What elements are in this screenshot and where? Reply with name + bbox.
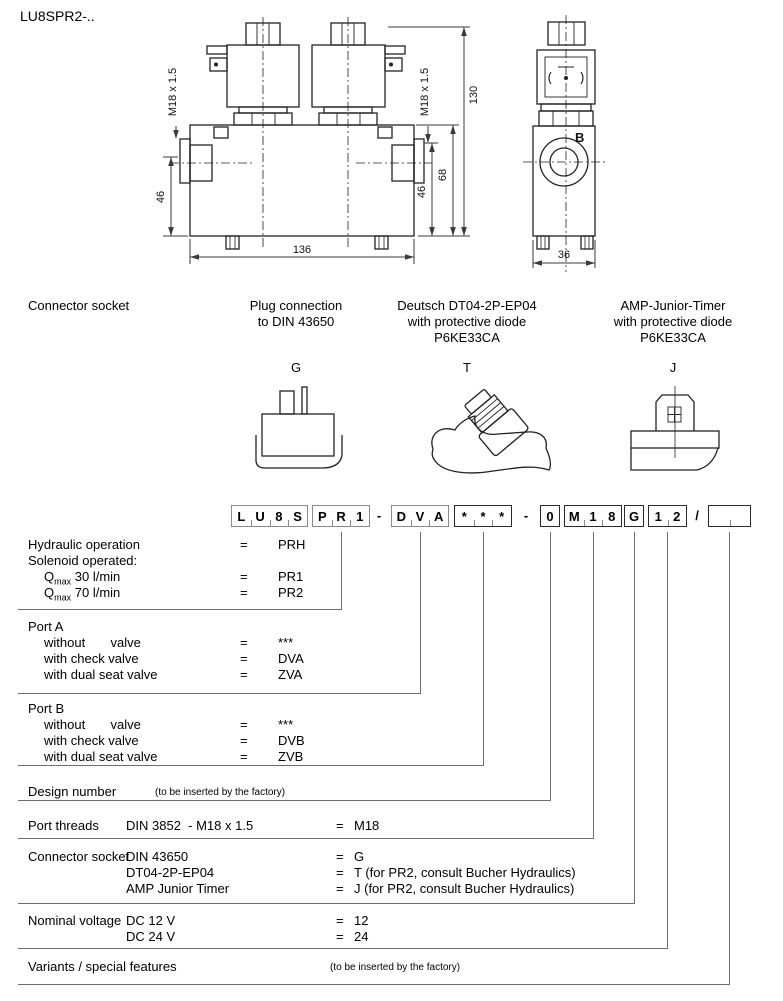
port-a-option-code: ***: [278, 635, 294, 650]
design-number-note: (to be inserted by the factory): [155, 787, 286, 798]
socket-spec: AMP Junior Timer: [126, 881, 230, 896]
design-number-label: Design number: [28, 784, 117, 799]
amp-plug-drawing: [631, 386, 719, 470]
section-line: [18, 693, 421, 694]
code-cell: U: [251, 506, 270, 526]
port-b-label: B: [575, 130, 585, 145]
code-box-connector: [624, 505, 644, 527]
code-box-variants: [708, 505, 751, 527]
equals-sign: =: [240, 537, 248, 552]
dimension-arrows: [168, 27, 467, 260]
connector-socket-heading: Connector socket: [28, 298, 130, 313]
code-box-port-threads: [564, 505, 622, 527]
equals-sign: =: [336, 913, 344, 928]
code-cell: R: [332, 506, 351, 526]
key-row-socket-2: [0, 881, 783, 897]
code-cell: [709, 506, 730, 526]
code-cell: 2: [668, 506, 687, 526]
dim-68: 68: [437, 168, 449, 182]
code-box-design-number: [540, 505, 560, 527]
connector-option-din: [226, 298, 366, 330]
section-line: [18, 948, 668, 949]
port-b-option-code: DVB: [278, 733, 305, 748]
equals-sign: =: [336, 881, 344, 896]
key-row-variants: [0, 959, 783, 975]
equals-sign: =: [240, 635, 248, 650]
equals-sign: =: [240, 585, 248, 600]
key-row-port-threads: [0, 818, 783, 834]
equals-sign: =: [336, 929, 344, 944]
page-title: LU8SPR2-..: [20, 8, 95, 24]
connector-code-g: G: [290, 360, 302, 375]
code-cell: *: [474, 506, 493, 526]
qmax30-label: $Q_{max}$ 30 l/min: [44, 569, 121, 587]
din-line1: Plug connection: [249, 298, 343, 313]
dim-130: 130: [468, 85, 480, 105]
key-row-design-number: [0, 784, 783, 800]
port-b-option-code: ***: [278, 717, 294, 732]
equals-sign: =: [240, 717, 248, 732]
code-cell: V: [411, 506, 430, 526]
section-line: [18, 984, 730, 985]
code-cell: M: [568, 509, 580, 524]
thread-label-right: M18 x 1.5: [419, 67, 431, 117]
code-cell: [730, 506, 751, 526]
amp-line3: P6KE33CA: [640, 330, 706, 345]
voltage-spec: DC 12 V: [126, 913, 176, 928]
equals-sign: =: [336, 849, 344, 864]
port-b-option-label: with dual seat valve: [44, 749, 158, 764]
dim-36: 36: [557, 249, 571, 261]
equals-sign: =: [240, 733, 248, 748]
key-row-voltage-1: [0, 929, 783, 945]
code-separator-dash: -: [523, 508, 529, 523]
socket-code: J (for PR2, consult Bucher Hydraulics): [354, 881, 575, 896]
thread-label-left: M18 x 1.5: [167, 67, 179, 117]
voltage-code: 12: [354, 913, 369, 928]
port-a-option-code: DVA: [278, 651, 304, 666]
socket-code: G: [354, 849, 365, 864]
solenoid-label: Solenoid operated:: [28, 553, 138, 568]
key-row-qmax30: [0, 569, 783, 585]
code-separator-slash: /: [695, 508, 699, 523]
code-cell: 1: [654, 509, 662, 524]
code-box-operation: [312, 505, 370, 527]
section-line: [18, 838, 594, 839]
code-box-port-a: [391, 505, 449, 527]
code-cell: 8: [270, 506, 289, 526]
port-threads-spec: DIN 3852 - M18 x 1.5: [126, 818, 254, 833]
key-row-port-b: [0, 701, 783, 717]
key-row-socket-0: [0, 849, 783, 865]
deutsch-line3: P6KE33CA: [434, 330, 500, 345]
section-line: [18, 800, 551, 801]
connector-socket-label: Connector socket: [28, 849, 130, 864]
connector-option-amp: [593, 298, 753, 346]
port-a-option-label: with dual seat valve: [44, 667, 158, 682]
technical-drawing: [0, 0, 783, 500]
front-view-drawing: [170, 17, 432, 250]
key-row-voltage-0: [0, 913, 783, 929]
qmax70-code: PR2: [278, 585, 304, 600]
key-row-port-b-2: [0, 749, 783, 765]
equals-sign: =: [240, 749, 248, 764]
qmax30-code: PR1: [278, 569, 304, 584]
key-row-port-b-0: [0, 717, 783, 733]
equals-sign: =: [336, 865, 344, 880]
connector-code-j: J: [669, 360, 677, 375]
socket-spec: DT04-2P-EP04: [126, 865, 215, 880]
key-row-port-a: [0, 619, 783, 635]
key-row-port-a-2: [0, 667, 783, 683]
deutsch-line1: Deutsch DT04-2P-EP04: [397, 298, 537, 313]
code-cell: *: [492, 506, 511, 526]
section-line: [18, 609, 342, 610]
key-row-solenoid: [0, 553, 783, 569]
code-cell: D: [396, 509, 407, 524]
port-b-option-code: ZVB: [278, 749, 304, 764]
deutsch-plug-drawing: [432, 383, 551, 473]
qmax70-label: $Q_{max}$ 70 l/min: [44, 585, 121, 603]
equals-sign: =: [336, 818, 344, 833]
dim-136: 136: [292, 244, 312, 256]
code-cell: S: [288, 506, 307, 526]
key-row-port-a-1: [0, 651, 783, 667]
code-box-series: [231, 505, 308, 527]
section-line: [18, 765, 484, 766]
operation-code: PRH: [278, 537, 306, 552]
code-cell: G: [628, 509, 640, 524]
code-cell: A: [429, 506, 448, 526]
voltage-code: 24: [354, 929, 369, 944]
front-view-dimensions: [155, 27, 480, 264]
variants-note: (to be inserted by the factory): [330, 962, 461, 973]
key-row-operation: [0, 537, 783, 553]
code-box-port-b: [454, 505, 512, 527]
connector-option-deutsch: [387, 298, 547, 346]
dim-46-right: 46: [416, 185, 428, 199]
port-b-label: Port B: [28, 701, 65, 716]
port-threads-label: Port threads: [28, 818, 99, 833]
variants-label: Variants / special features: [28, 959, 177, 974]
equals-sign: =: [240, 667, 248, 682]
section-line: [18, 903, 635, 904]
key-row-qmax70: [0, 585, 783, 601]
port-a-option-code: ZVA: [278, 667, 303, 682]
port-b-option-label: with check valve: [44, 733, 139, 748]
port-b-option-label: without valve: [44, 717, 141, 732]
code-cell: 8: [602, 506, 621, 526]
equals-sign: =: [240, 651, 248, 666]
code-box-voltage: [648, 505, 687, 527]
key-row-port-b-1: [0, 733, 783, 749]
code-cell: L: [237, 509, 246, 524]
din-line2: to DIN 43650: [257, 314, 335, 329]
center-lines: [170, 17, 432, 250]
key-row-port-a-0: [0, 635, 783, 651]
port-threads-code: M18: [354, 818, 380, 833]
voltage-label: Nominal voltage: [28, 913, 122, 928]
din-plug-drawing: [256, 387, 342, 468]
code-cell: P: [318, 509, 327, 524]
side-view-drawing: [523, 15, 607, 272]
dim-46-left: 46: [155, 190, 167, 204]
voltage-spec: DC 24 V: [126, 929, 176, 944]
port-a-option-label: with check valve: [44, 651, 139, 666]
code-cell: *: [461, 509, 467, 524]
side-view-dimensions: [533, 130, 595, 268]
port-a-label: Port A: [28, 619, 64, 634]
code-cell: 1: [584, 506, 603, 526]
center-lines: [523, 15, 607, 272]
key-row-socket-1: [0, 865, 783, 881]
code-cell: 1: [350, 506, 369, 526]
equals-sign: =: [240, 569, 248, 584]
deutsch-line2: with protective diode: [407, 314, 527, 329]
code-cell: 0: [546, 509, 554, 524]
port-a-option-label: without valve: [44, 635, 141, 650]
socket-code: T (for PR2, consult Bucher Hydraulics): [354, 865, 576, 880]
amp-line1: AMP-Junior-Timer: [620, 298, 726, 313]
socket-spec: DIN 43650: [126, 849, 189, 864]
connector-code-t: T: [463, 360, 471, 375]
operation-label: Hydraulic operation: [28, 537, 141, 552]
amp-line2: with protective diode: [613, 314, 733, 329]
code-separator-dash: -: [376, 508, 382, 523]
